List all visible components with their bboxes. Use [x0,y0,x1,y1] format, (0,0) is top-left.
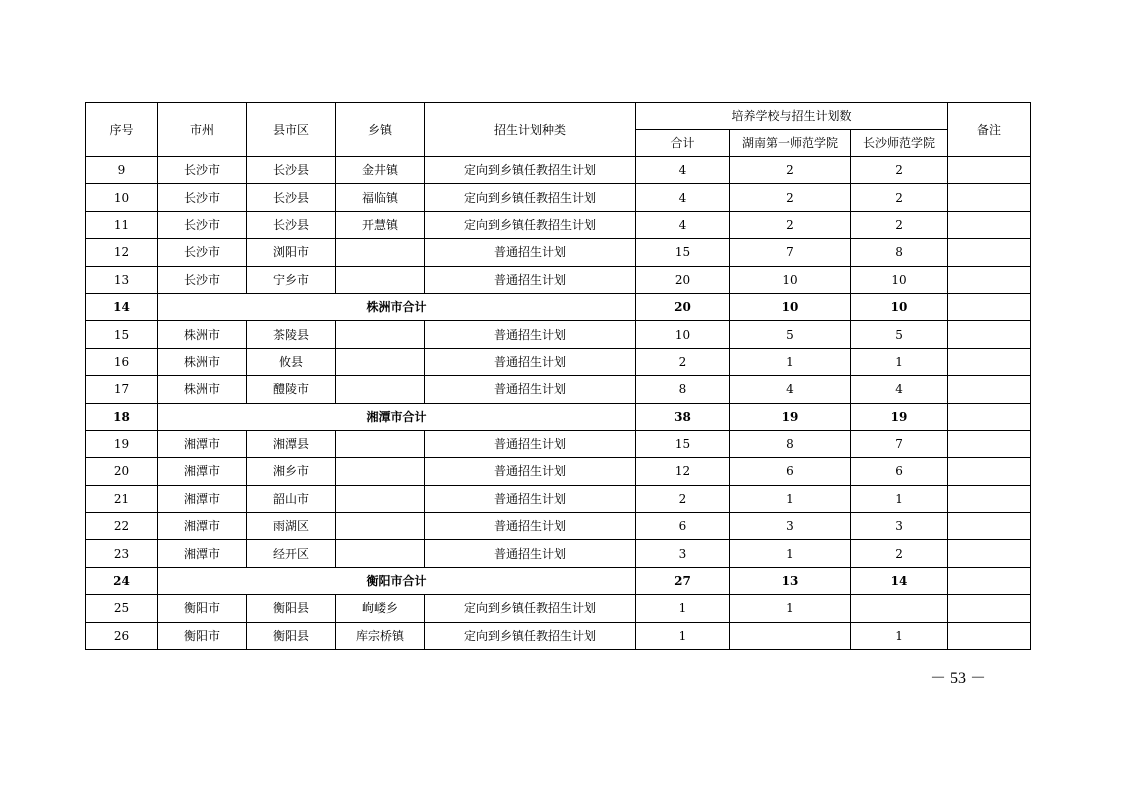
total-cell: 8 [636,376,730,403]
school-1-cell: 1 [730,348,851,375]
school-1-cell: 7 [730,239,851,266]
total-cell: 12 [636,458,730,485]
county-cell: 湘乡市 [247,458,336,485]
school-2-cell: 2 [851,211,948,238]
table-row [86,266,1031,293]
seq-cell: 9 [86,157,158,184]
seq-cell: 19 [86,430,158,457]
seq-cell: 12 [86,239,158,266]
remarks-cell [948,540,1031,567]
plan-type-cell: 普通招生计划 [425,540,636,567]
seq-cell: 23 [86,540,158,567]
school-2-cell: 7 [851,430,948,457]
county-cell: 茶陵县 [247,321,336,348]
school-2-cell: 6 [851,458,948,485]
town-cell [336,540,425,567]
plan-type-cell: 普通招生计划 [425,348,636,375]
county-cell: 雨湖区 [247,513,336,540]
remarks-cell [948,293,1031,320]
town-cell [336,376,425,403]
school-2-cell: 1 [851,348,948,375]
remarks-cell [948,211,1031,238]
remarks-cell [948,513,1031,540]
plan-type-cell: 普通招生计划 [425,376,636,403]
school-2-cell: 5 [851,321,948,348]
table-row [86,157,1031,184]
county-cell: 长沙县 [247,184,336,211]
plan-type-cell: 普通招生计划 [425,513,636,540]
plan-type-cell: 普通招生计划 [425,485,636,512]
total-cell: 2 [636,485,730,512]
table-row [86,595,1031,622]
table-row [86,376,1031,403]
school-2-cell: 19 [851,403,948,430]
city-cell: 湘潭市 [158,430,247,457]
school-1-cell: 8 [730,430,851,457]
city-cell: 湘潭市 [158,458,247,485]
total-cell: 4 [636,184,730,211]
total-cell: 15 [636,430,730,457]
school-2-cell: 10 [851,266,948,293]
total-cell: 6 [636,513,730,540]
total-cell: 27 [636,567,730,594]
city-cell: 湘潭市 [158,540,247,567]
table-row [86,458,1031,485]
remarks-cell [948,458,1031,485]
total-cell: 15 [636,239,730,266]
county-cell: 湘潭县 [247,430,336,457]
subtotal-label: 湘潭市合计 [158,403,636,430]
total-cell: 1 [636,622,730,649]
seq-cell: 17 [86,376,158,403]
school-2-cell: 2 [851,540,948,567]
town-cell [336,485,425,512]
table-row [86,430,1031,457]
school-1-cell: 2 [730,211,851,238]
city-cell: 衡阳市 [158,595,247,622]
remarks-cell [948,403,1031,430]
enrollment-plan-table [85,102,1031,650]
school-2-cell: 1 [851,622,948,649]
subtotal-row [86,403,1031,430]
table-row [86,485,1031,512]
seq-cell: 22 [86,513,158,540]
header-town: 乡镇 [336,103,425,157]
header-school-1: 湖南第一师范学院 [730,130,851,157]
total-cell: 38 [636,403,730,430]
school-2-cell: 10 [851,293,948,320]
remarks-cell [948,430,1031,457]
table-row [86,239,1031,266]
seq-cell: 20 [86,458,158,485]
subtotal-label: 株洲市合计 [158,293,636,320]
school-2-cell [851,595,948,622]
school-1-cell: 5 [730,321,851,348]
seq-cell: 13 [86,266,158,293]
school-1-cell: 19 [730,403,851,430]
school-1-cell: 3 [730,513,851,540]
town-cell: 开慧镇 [336,211,425,238]
city-cell: 长沙市 [158,239,247,266]
county-cell: 衡阳县 [247,595,336,622]
city-cell: 湘潭市 [158,513,247,540]
school-1-cell: 1 [730,595,851,622]
city-cell: 湘潭市 [158,485,247,512]
total-cell: 3 [636,540,730,567]
plan-type-cell: 定向到乡镇任教招生计划 [425,184,636,211]
school-1-cell: 2 [730,157,851,184]
county-cell: 韶山市 [247,485,336,512]
school-2-cell: 2 [851,157,948,184]
school-1-cell: 1 [730,485,851,512]
county-cell: 经开区 [247,540,336,567]
city-cell: 株洲市 [158,321,247,348]
school-1-cell: 10 [730,293,851,320]
header-school-group: 培养学校与招生计划数 [636,103,948,130]
table-row [86,622,1031,649]
remarks-cell [948,184,1031,211]
school-2-cell: 4 [851,376,948,403]
seq-cell: 10 [86,184,158,211]
county-cell: 长沙县 [247,211,336,238]
remarks-cell [948,567,1031,594]
seq-cell: 21 [86,485,158,512]
town-cell [336,348,425,375]
town-cell [336,513,425,540]
seq-cell: 25 [86,595,158,622]
city-cell: 长沙市 [158,157,247,184]
table-header [86,103,1031,157]
town-cell [336,458,425,485]
total-cell: 4 [636,211,730,238]
school-1-cell: 2 [730,184,851,211]
county-cell: 醴陵市 [247,376,336,403]
remarks-cell [948,595,1031,622]
town-cell: 库宗桥镇 [336,622,425,649]
school-1-cell: 6 [730,458,851,485]
town-cell: 福临镇 [336,184,425,211]
school-2-cell: 2 [851,184,948,211]
remarks-cell [948,239,1031,266]
plan-type-cell: 普通招生计划 [425,266,636,293]
county-cell: 宁乡市 [247,266,336,293]
table-row [86,513,1031,540]
subtotal-row [86,567,1031,594]
plan-type-cell: 定向到乡镇任教招生计划 [425,211,636,238]
city-cell: 长沙市 [158,266,247,293]
total-cell: 20 [636,293,730,320]
school-2-cell: 14 [851,567,948,594]
table-row [86,321,1031,348]
city-cell: 株洲市 [158,348,247,375]
school-1-cell: 13 [730,567,851,594]
header-city: 市州 [158,103,247,157]
total-cell: 2 [636,348,730,375]
school-1-cell: 4 [730,376,851,403]
seq-cell: 11 [86,211,158,238]
remarks-cell [948,348,1031,375]
plan-type-cell: 定向到乡镇任教招生计划 [425,622,636,649]
plan-type-cell: 定向到乡镇任教招生计划 [425,157,636,184]
remarks-cell [948,485,1031,512]
city-cell: 株洲市 [158,376,247,403]
school-2-cell: 3 [851,513,948,540]
seq-cell: 16 [86,348,158,375]
remarks-cell [948,157,1031,184]
school-1-cell: 1 [730,540,851,567]
header-total: 合计 [636,130,730,157]
header-plan-type: 招生计划种类 [425,103,636,157]
seq-cell: 26 [86,622,158,649]
town-cell: 金井镇 [336,157,425,184]
city-cell: 长沙市 [158,211,247,238]
header-county: 县市区 [247,103,336,157]
table-row [86,184,1031,211]
table-body [86,157,1031,650]
plan-type-cell: 普通招生计划 [425,430,636,457]
table-row [86,540,1031,567]
plan-type-cell: 普通招生计划 [425,458,636,485]
table-row [86,348,1031,375]
school-2-cell: 8 [851,239,948,266]
county-cell: 浏阳市 [247,239,336,266]
table-row [86,211,1031,238]
town-cell [336,239,425,266]
plan-type-cell: 普通招生计划 [425,239,636,266]
seq-cell: 18 [86,403,158,430]
remarks-cell [948,266,1031,293]
seq-cell: 15 [86,321,158,348]
remarks-cell [948,321,1031,348]
city-cell: 长沙市 [158,184,247,211]
county-cell: 攸县 [247,348,336,375]
remarks-cell [948,376,1031,403]
header-remarks: 备注 [948,103,1031,157]
remarks-cell [948,622,1031,649]
plan-type-cell: 普通招生计划 [425,321,636,348]
total-cell: 10 [636,321,730,348]
seq-cell: 14 [86,293,158,320]
school-1-cell [730,622,851,649]
school-2-cell: 1 [851,485,948,512]
total-cell: 20 [636,266,730,293]
seq-cell: 24 [86,567,158,594]
total-cell: 4 [636,157,730,184]
town-cell [336,321,425,348]
county-cell: 衡阳县 [247,622,336,649]
school-1-cell: 10 [730,266,851,293]
subtotal-row [86,293,1031,320]
town-cell: 岣嵝乡 [336,595,425,622]
page-number: － 53 － [930,670,987,687]
county-cell: 长沙县 [247,157,336,184]
town-cell [336,430,425,457]
header-school-2: 长沙师范学院 [851,130,948,157]
city-cell: 衡阳市 [158,622,247,649]
plan-type-cell: 定向到乡镇任教招生计划 [425,595,636,622]
town-cell [336,266,425,293]
header-seq: 序号 [86,103,158,157]
subtotal-label: 衡阳市合计 [158,567,636,594]
total-cell: 1 [636,595,730,622]
